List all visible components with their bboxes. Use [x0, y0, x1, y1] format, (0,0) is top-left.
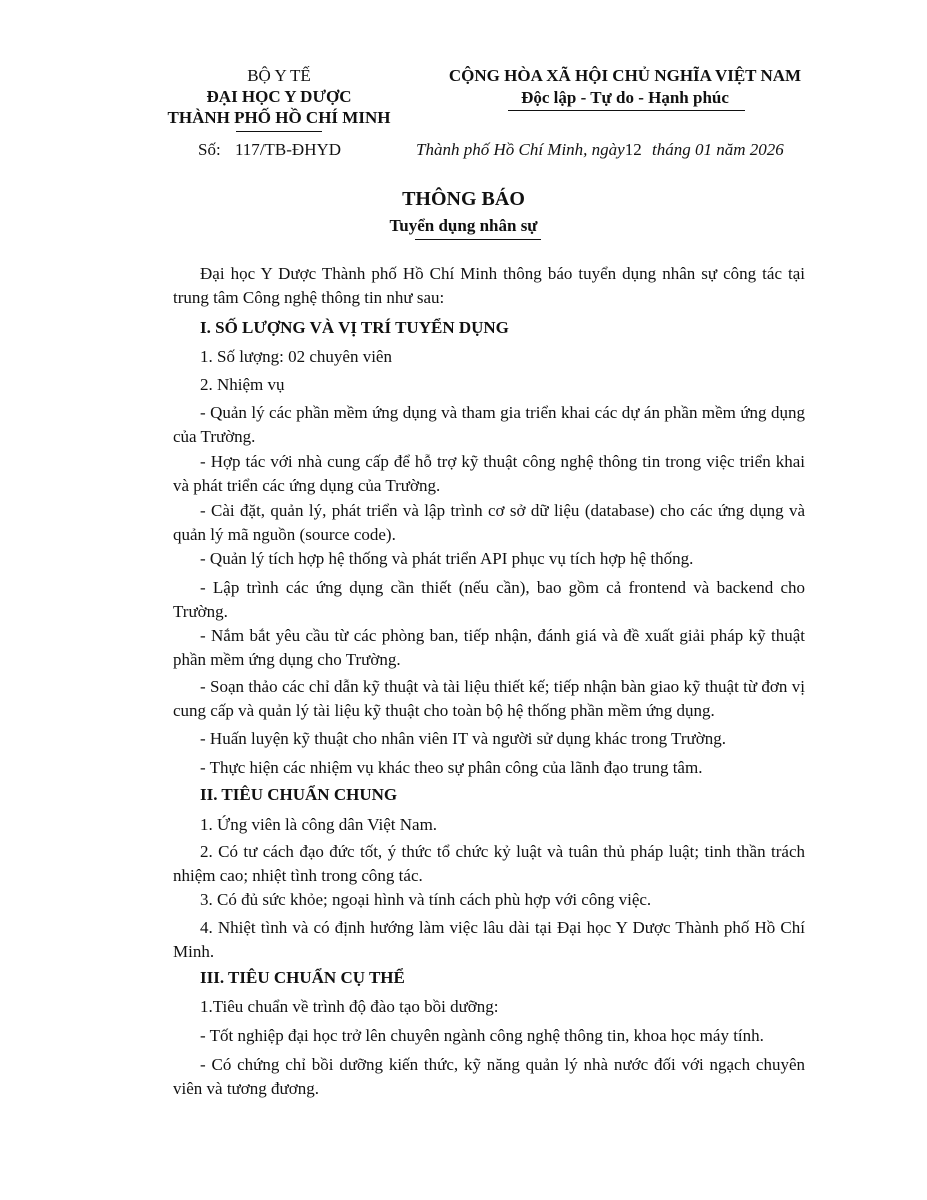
- date-suffix: tháng 01 năm 2026: [651, 140, 784, 159]
- duty-item: - Huấn luyện kỹ thuật cho nhân viên IT và người sử dụng khác trong Trường.: [200, 729, 726, 748]
- header-left-underline: [236, 131, 322, 132]
- criteria-item: 1. Ứng viên là công dân Việt Nam.: [200, 815, 438, 834]
- criteria-item: 4. Nhiệt tình và có định hướng làm việc lâu dài tại Đại học Y Dược Thành phố Hồ Chí Minh.: [173, 918, 805, 961]
- number-value: 117: [234, 140, 260, 159]
- section1-heading: I. SỐ LƯỢNG VÀ VỊ TRÍ TUYỂN DỤNG: [200, 318, 509, 337]
- duty-item: - Hợp tác với nhà cung cấp để hỗ trợ kỹ thuật công nghệ thông tin trong việc triển khai và phát triển các ứng dụng của Trường.: [173, 452, 805, 495]
- intro-paragraph: Đại học Y Dược Thành phố Hồ Chí Minh thông báo tuyển dụng nhân sự công tác tại trung tâm Công nghệ thông tin như sau:: [173, 264, 805, 307]
- section2-heading: II. TIÊU CHUẨN CHUNG: [200, 785, 398, 804]
- header-right-underline: [508, 110, 745, 111]
- document-subtitle: Tuyển dụng nhân sự: [389, 216, 538, 235]
- number-label: Số:: [198, 140, 221, 159]
- section1-duty-heading: 2. Nhiệm vụ: [200, 375, 285, 394]
- duty-item: - Quản lý tích hợp hệ thống và phát triển API phục vụ tích hợp hệ thống.: [200, 549, 694, 568]
- ministry-name: BỘ Y TẾ: [247, 66, 311, 85]
- republic-name: CỘNG HÒA XÃ HỘI CHỦ NGHĨA VIỆT NAM: [448, 66, 802, 85]
- national-motto: Độc lập - Tự do - Hạnh phúc: [521, 88, 729, 107]
- duty-item: - Thực hiện các nhiệm vụ khác theo sự phân công của lãnh đạo trung tâm.: [200, 758, 703, 777]
- university-name-line1: ĐẠI HỌC Y DƯỢC: [206, 87, 352, 106]
- date-prefix: Thành phố Hồ Chí Minh, ngày: [416, 140, 625, 159]
- criteria-item: 3. Có đủ sức khỏe; ngoại hình và tính cách phù hợp với công việc.: [200, 890, 652, 909]
- criteria-item: 2. Có tư cách đạo đức tốt, ý thức tổ chức kỷ luật và tuân thủ pháp luật; tinh thần trách nhiệm cao; nhiệt tình trong công tác.: [173, 842, 805, 885]
- document-date: [416, 140, 784, 160]
- duty-item: - Quản lý các phần mềm ứng dụng và tham gia triển khai các dự án phần mềm ứng dụng của Trường.: [173, 403, 805, 446]
- university-name-line2: THÀNH PHỐ HỒ CHÍ MINH: [167, 108, 391, 127]
- document-number: [198, 140, 341, 160]
- section1-quantity: 1. Số lượng: 02 chuyên viên: [200, 347, 392, 366]
- duty-item: - Lập trình các ứng dụng cần thiết (nếu cần), bao gồm cả frontend và backend cho Trường.: [173, 578, 805, 621]
- section3-heading: III. TIÊU CHUẨN CỤ THỂ: [200, 968, 405, 987]
- section3-sub1: 1.Tiêu chuẩn về trình độ đào tạo bồi dưỡng:: [200, 997, 499, 1016]
- specific-item: - Tốt nghiệp đại học trở lên chuyên ngành công nghệ thông tin, khoa học máy tính.: [200, 1026, 764, 1045]
- duty-item: - Nắm bắt yêu cầu từ các phòng ban, tiếp nhận, đánh giá và đề xuất giải pháp kỹ thuật phần mềm ứng dụng cho Trường.: [173, 626, 805, 669]
- number-suffix: /TB-ĐHYD: [259, 140, 342, 159]
- specific-item: - Có chứng chỉ bồi dưỡng kiến thức, kỹ năng quản lý nhà nước đối với ngạch chuyên viên và tương đương.: [173, 1055, 805, 1098]
- document-title: THÔNG BÁO: [402, 188, 525, 210]
- title-underline: [415, 239, 541, 240]
- duty-item: - Cài đặt, quản lý, phát triển và lập trình cơ sở dữ liệu (database) cho các ứng dụng và quản lý mã nguồn (source code).: [173, 501, 805, 544]
- date-day: 12: [624, 140, 642, 159]
- duty-item: - Soạn thảo các chỉ dẫn kỹ thuật và tài liệu thiết kế; tiếp nhận bàn giao kỹ thuật từ đơn vị cung cấp và quản lý tài liệu kỹ thuật cho toàn bộ hệ thống phần mềm ứng dụng.: [173, 677, 805, 720]
